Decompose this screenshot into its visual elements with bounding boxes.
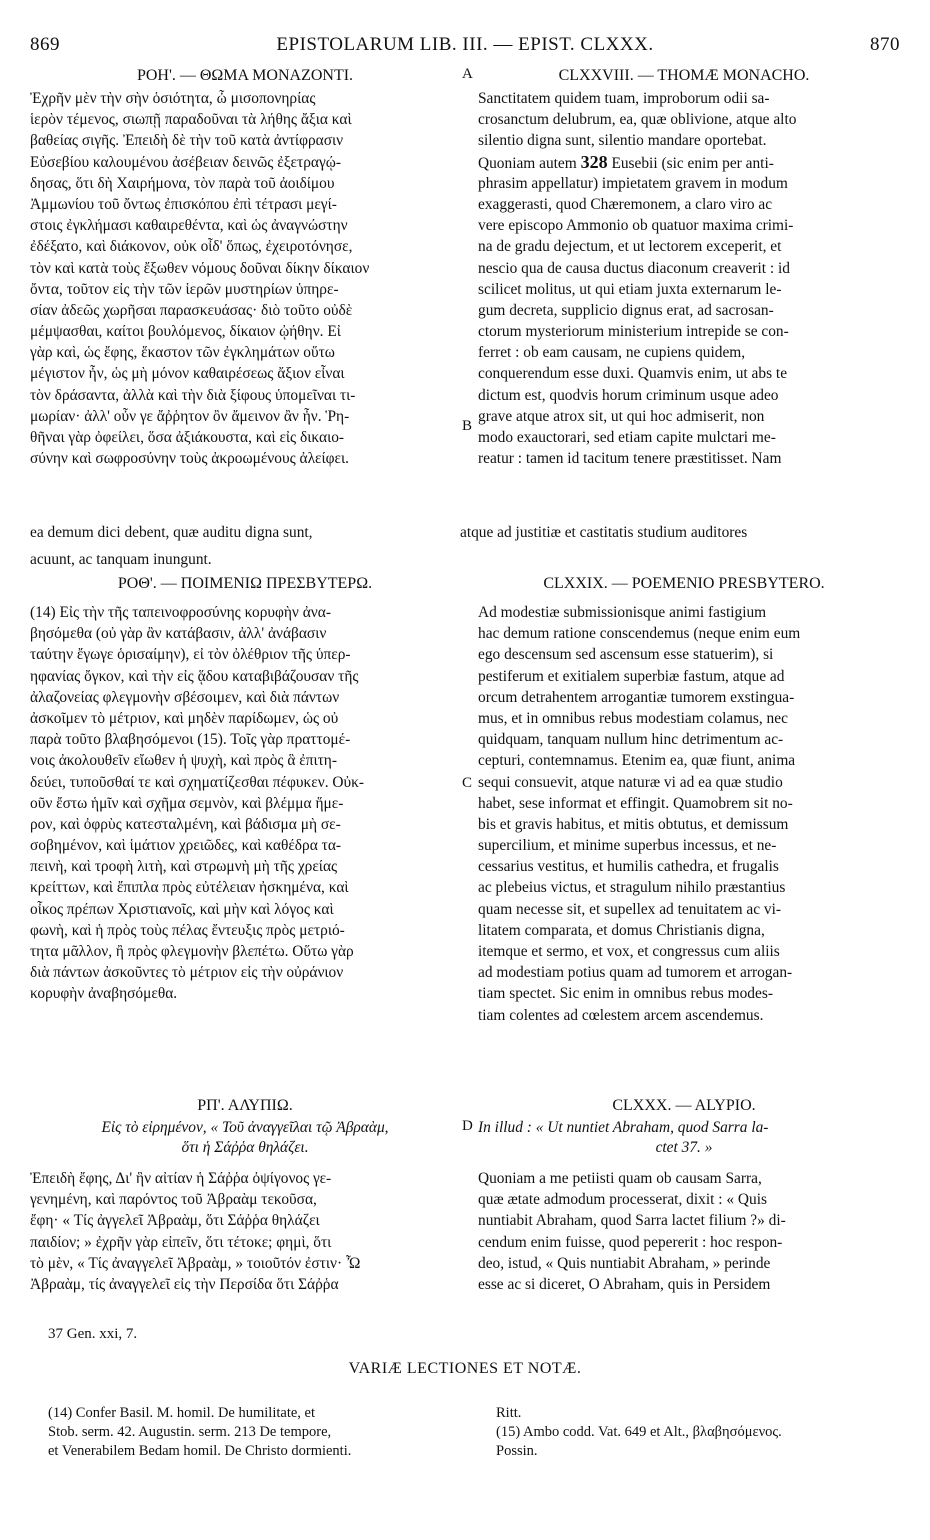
letter180-latin-text [478, 1168, 890, 1295]
latin-text-line: ego descensum sed ascensum esse statuerim), si [478, 646, 774, 664]
greek-text-line: (14) Εἰς τὴν τῆς ταπεινοφροσύνης κορυφὴν ἀνα- [30, 604, 331, 621]
letter178-greek [30, 64, 460, 469]
latin-text-line: orcum detrahentem arrogantiæ tumorem exstingua- [478, 688, 795, 706]
variae-lectiones-title: VARIÆ LECTIONES ET NOTÆ. [348, 1360, 582, 1377]
latin-text-line: nescio qua de causa ductus diaconum creaverit : id [478, 259, 790, 277]
letter180-greek-title: ΡΠ'. ΑΛΥΠΙΩ. [197, 1097, 293, 1114]
greek-text-line: μέμψασθαι, καίτοι βουλόμενος, δίκαιον ᾠήθην. Εἰ [30, 323, 341, 341]
greek-text-line: ἀσκοῖμεν τὸ μέτριον, καὶ μηδὲν παρίδωμεν, ὡς οὐ [30, 709, 339, 727]
greek-text-line: σίαν ἀδεῶς χωρῆσαι παρασκευάσας· διὸ τοῦτο οὐδὲ [30, 301, 353, 319]
greek-text-line: ὄντα, τοῦτον εἰς τὴν τῶν ἱερῶν μυστηρίων ὑπηρε- [30, 280, 339, 298]
greek-text-line: τὸ μὲν, « Τίς ἀναγγελεῖ Ἀβραὰμ, » τοιοῦτόν ἐστιν· Ὦ [30, 1254, 361, 1272]
latin-text-line: bis et gravis habitus, et mitis obtutus, et demissum [478, 815, 789, 833]
letter180-greek-subtitle-2: ὅτι ἡ Σάῤῥα θηλάζει. [181, 1139, 309, 1156]
greek-text-line: κορυφὴν ἀναβησόμεθα. [30, 985, 178, 1003]
latin-text-line: na de gradu dejectum, et ut lectorem exceperit, et [478, 238, 782, 256]
latin-text-line: tiam colentes ad cœlestem arcem ascendemus. [478, 1006, 764, 1024]
notes-right [496, 1404, 896, 1461]
latin-text-line: mus, et in omnibus rebus modestiam colamus, nec [478, 709, 788, 727]
latin-text-line: cepturi, contemnamus. Etenim ea, quæ fiunt, anima [478, 752, 796, 770]
note-line: (14) Confer Basil. M. homil. De humilitate, et [48, 1405, 315, 1421]
letter178-latin-title: CLXXVIII. — THOMÆ MONACHO. [558, 67, 810, 84]
latin-overflow-b: atque ad justitiæ et castitatis studium auditores [460, 524, 748, 541]
note-line: Ritt. [496, 1405, 522, 1421]
greek-text-line: γὰρ καὶ, ὡς ἔφης, ἕκαστον τῶν ἐγκλημάτων οὕτω [30, 344, 335, 362]
latin-text-line: quidquam, tanquam nullum hinc detrimentum ac- [478, 731, 784, 749]
greek-text-line: ταύτην ἔγωγε ὁρισαίμην), εἰ τὸν ὀλέθριον τῆς ὑπερ- [30, 646, 351, 664]
latin-text-line: cessarius vestitus, et humilis cathedra, et frugalis [478, 858, 779, 876]
greek-text-line: τητα μᾶλλον, ἢ πρὸς φλεγμονὴν βλεπέτω. Οὕτω γὰρ [30, 943, 354, 960]
latin-overflow-a: ea demum dici debent, quæ auditu digna sunt, [30, 524, 313, 541]
greek-text-line: πεινὴ, καὶ τροφὴ λιτὴ, καὶ στρωμνὴ μὴ τῆς χρείας [30, 858, 338, 876]
letter179-greek-title: ΡΟΘ'. — ΠΟΙΜΕΝΙΩ ΠΡΕΣΒΥΤΕΡΩ. [117, 575, 373, 592]
latin-text-line: esse ac si diceret, O Abraham, quis in Persidem [478, 1275, 771, 1293]
letter178-latin-text [478, 88, 890, 469]
latin-text-line: nuntiabit Abraham, quod Sarra lactet filium ?» di- [478, 1212, 786, 1230]
greek-text-line: γενημένη, καὶ παρόντος τοῦ Ἀβραὰμ τεκοῦσα, [30, 1191, 317, 1209]
margin-letter-a: A [462, 66, 473, 82]
latin-text-line: quæ ætate admodum processerat, dixit : « Quis [478, 1191, 767, 1209]
note-line: Possin. [496, 1443, 538, 1459]
greek-text-line: οἶκος πρέπων Χριστιανοῖς, καὶ μὴν καὶ λόγος καὶ [30, 900, 334, 918]
latin-text-line: Sanctitatem quidem tuam, improborum odii sa- [478, 90, 770, 107]
latin-text-line: habet, sese informat et effingit. Quamobrem sit no- [478, 794, 793, 812]
greek-text-line: Ἀβραὰμ, τίς ἀναγγελεῖ εἰς τὴν Περσίδα ὅτι Σάῤῥα [30, 1275, 339, 1293]
letter178-latin [478, 64, 890, 469]
latin-text-line: phrasim appellatur) impietatem gravem in modum [478, 174, 788, 192]
margin-letter-c: C [462, 775, 473, 791]
letter179-greek-text [30, 602, 460, 1005]
letter179-latin-text [478, 602, 890, 1026]
latin-text-line: exaggerasti, quod Chæremonem, a claro viro ac [478, 195, 773, 213]
greek-text-line: Ἐπειδὴ ἔφης, Δι' ἣν αἰτίαν ἡ Σάῤῥα ὀψίγονος γε- [30, 1170, 332, 1187]
column-number: 328 [580, 151, 608, 172]
latin-text-line: hac demum ratione conscendemus (neque enim eum [478, 625, 801, 643]
running-header [30, 34, 900, 60]
letter178-greek-title: ΡΟΗ'. — ΘΩΜΑ ΜΟΝΑΖΟΝΤΙ. [136, 67, 354, 84]
latin-text-line: modo exauctorari, sed etiam capite mulctari me- [478, 429, 776, 446]
greek-text-line: Ἐχρῆν μὲν τὴν σὴν ὁσιότητα, ὦ μισοπονηρίας [30, 90, 316, 107]
latin-text-line: deo, istud, « Quis nuntiabit Abraham, » perinde [478, 1254, 771, 1272]
letter179-latin-title: CLXXIX. — POEMENIO PRESBYTERO. [543, 575, 825, 592]
greek-text-line: ρον, καὶ ὀφρὺς κατεσταλμένη, καὶ βάδισμα μὴ σε- [30, 815, 341, 833]
greek-text-line: ἐδέξατο, καὶ διάκονον, οὐκ οἶδ' ὅπως, ἐχειροτόνησε, [30, 238, 353, 256]
greek-text-line: μωρίαν· ἀλλ' οὖν γε ἄῤῥητον ὂν ἄμεινον ἂν ἦν. Ῥη- [30, 407, 350, 425]
latin-text-line: ad modestiam potius quam ad tumorem et arrogan- [478, 964, 793, 982]
greek-text-line: νοις ἀκολουθεῖν εἴωθεν ἡ ψυχὴ, καὶ πρὸς ἃ ἐπιτη- [30, 752, 337, 770]
greek-text-line: μέγιστον ἦν, ὡς μὴ μόνον καθαιρέσεως ἄξιον εἶναι [30, 365, 345, 383]
greek-text-line: ἱερὸν τέμενος, σιωπῇ παραδοῦναι τὰ λήθης ἄξια καὶ [30, 111, 352, 129]
latin-text-line: ac plebeius victus, et stragulum nihilo præstantius [478, 879, 786, 897]
latin-text-line: cendum enim fuisse, quod pepererit : hoc respon- [478, 1233, 783, 1251]
latin-text-line: itemque et sermo, et vox, et congressus cum aliis [478, 943, 780, 960]
latin-text-line: supercilium, et minime superbus incessus, et ne- [478, 837, 777, 855]
letter178-overflow [30, 522, 890, 571]
latin-text-line: ferret : ob eam causam, ne cupiens quidem, [478, 344, 746, 362]
greek-text-line: Εὐσεβίου καλουμένου ἀσέβειαν δεινῶς ἐξετραγῴ- [30, 153, 341, 171]
note-line: et Venerabilem Bedam homil. De Christo dormienti. [48, 1443, 352, 1459]
greek-text-line: σοβημένον, καὶ ἱμάτιον χρειῶδες, καὶ καθέδρα τα- [30, 837, 342, 855]
latin-text-line: scilicet molitus, ut qui etiam juxta externarum le- [478, 280, 782, 298]
note-line: Stob. serm. 42. Augustin. serm. 213 De tempore, [48, 1424, 332, 1440]
letter180-latin-title: CLXXX. — ALYPIO. [612, 1097, 756, 1114]
greek-text-line: τὸν δράσαντα, ἀλλὰ καὶ τὴν διὰ ξίφους ὑπομεῖναι τι- [30, 386, 356, 404]
latin-text-line: grave atque atrox sit, ut qui hoc admiserit, non [478, 407, 765, 425]
letter180-greek-text [30, 1168, 460, 1295]
note-line: (15) Ambo codd. Vat. 649 et Alt., βλαβησόμενος. [496, 1424, 782, 1440]
letter180-latin-subtitle-2: ctet 37. » [655, 1139, 713, 1156]
footnote: 37 Gen. xxi, 7. [48, 1326, 138, 1342]
latin-text-line: quam necesse sit, et supellex ad tenuitatem ac vi- [478, 900, 782, 918]
greek-text-line: βησόμεθα (οὐ γὰρ ἂν κατάβασιν, ἀλλ' ἀνάβασιν [30, 625, 327, 643]
greek-text-line: δεύει, τυποῦσθαί τε καὶ σχηματίζεσθαι πέφυκεν. Οὐκ- [30, 773, 365, 791]
greek-text-line: οῦν ἔστω ἡμῖν καὶ σχῆμα σεμνὸν, καὶ βλέμμα ἥμε- [30, 794, 344, 812]
latin-text-line: ctorum mysteriorum ministerium intrepide se con- [478, 323, 789, 341]
running-title: EPISTOLARUM LIB. III. — EPIST. CLXXX. [276, 34, 654, 55]
greek-text-line: Ἀμμωνίου τοῦ ὄντως ἐπισκόπου ἐπὶ τέτρασι μεγί- [30, 195, 337, 213]
greek-text-line: δησας, ὅτι δὴ Χαιρήμονα, τὸν παρὰ τοῦ ἀοιδίμου [30, 174, 335, 192]
latin-text-line: vere episcopo Ammonio ob quatuor maxima crimi- [478, 217, 794, 235]
greek-text-line: θῆναι γὰρ ὀφείλει, ὅσα ἀξιάκουστα, καὶ εἰς δικαιο- [30, 429, 345, 446]
margin-letter-d: D [462, 1118, 473, 1134]
letter180-greek-subtitle-1: Εἰς τὸ εἰρημένον, « Τοῦ ἀναγγεῖλαι τῷ Ἀβραὰμ, [101, 1119, 389, 1136]
greek-text-line: διὰ πάντων ἀσκοῦντες τὸ μέτριον εἰς τὴν οὐράνιον [30, 964, 344, 982]
greek-text-line: στοις ἐγκλήμασι καθαιρεθέντα, καὶ ὡς ἀναγνώστην [30, 217, 348, 235]
latin-text-line: Quoniam a me petiisti quam ob causam Sarra, [478, 1170, 762, 1187]
greek-text-line: σύνην καὶ σωφροσύνην τοὺς ἀκροωμένους ἀλείφει. [30, 450, 349, 468]
latin-text-line: silentio digna sunt, silentio mandare oportebat. [478, 132, 767, 150]
latin-text-line: conquerendum esse duxi. Quamvis enim, ut abs te [478, 365, 788, 383]
greek-text-line: κρείττων, καὶ ἔπιπλα πρὸς εὐτέλειαν ἠσκημένα, καὶ [30, 879, 349, 897]
greek-text-line: φωνὴ, καὶ ἡ πρὸς τοὺς πέλας ἔντευξις πρὸς μετριό- [30, 921, 345, 939]
latin-text-line: tiam spectet. Sic enim in omnibus rebus modes- [478, 985, 773, 1003]
left-page-number: 869 [30, 34, 60, 55]
greek-text-line: παρὰ τοῦτο βλαβησόμενοι (15). Τοῖς γὰρ πραττομέ- [30, 731, 351, 749]
latin-text-line: reatur : tamen id tacitum tenere præstitisset. Nam [478, 450, 782, 468]
right-page-number: 870 [870, 34, 900, 55]
latin-text-line: litatem comparata, et domus Christianis digna, [478, 921, 765, 939]
letter179-latin [478, 572, 890, 1026]
latin-text-line: crosanctum delubrum, ea, quæ oblivione, atque alto [478, 111, 797, 129]
margin-letter-b: B [462, 418, 473, 434]
latin-overflow-c: acuunt, ac tanquam inungunt. [30, 551, 212, 569]
letter180-latin-subtitle-1: In illud : « Ut nuntiet Abraham, quod Sarra la- [478, 1119, 769, 1136]
greek-text-line: παιδίον; » ἐχρῆν γὰρ εἰπεῖν, ὅτι τέτοκε; φημὶ, ὅτι [30, 1233, 332, 1251]
notes-left [48, 1404, 458, 1461]
greek-text-line: τὸν καὶ κατὰ τοὺς ἔξωθεν νόμους δοῦναι δίκην δίκαιον [30, 259, 370, 277]
greek-text-line: ηφανίας ὄγκον, καὶ τὴν εἰς ᾅδου καταβιβάζουσαν τῆς [30, 667, 359, 685]
letter180-latin [478, 1094, 890, 1295]
letter178-greek-text [30, 88, 460, 469]
letter179-greek [30, 572, 460, 1005]
latin-text-line: pestiferum et exitialem superbiæ fastum, atque ad [478, 667, 785, 685]
greek-text-line: βαθείας σιγῆς. Ἐπειδὴ δὲ τὴν τοῦ κατὰ ἀντίφρασιν [30, 132, 344, 150]
latin-text-line: Quoniam autem 328 Eusebii (sic enim per anti- [478, 151, 774, 172]
greek-text-line: ἀλαζονείας φλεγμονὴν σβέσοιμεν, καὶ διὰ πάντων [30, 688, 340, 706]
latin-text-line: Ad modestiæ submissionisque animi fastigium [478, 604, 767, 621]
greek-text-line: ἔφη· « Τίς ἀγγελεῖ Ἀβραὰμ, ὅτι Σάῤῥα θηλάζει [30, 1212, 320, 1230]
latin-text-line: gum decreta, supplicio dignus erat, ad sacrosan- [478, 301, 774, 319]
latin-text-line: dictum est, quodvis horum criminum usque adeo [478, 386, 779, 404]
latin-text-line: sequi consuevit, atque naturæ vi ad ea quæ studio [478, 773, 783, 791]
letter180-greek [30, 1094, 460, 1295]
